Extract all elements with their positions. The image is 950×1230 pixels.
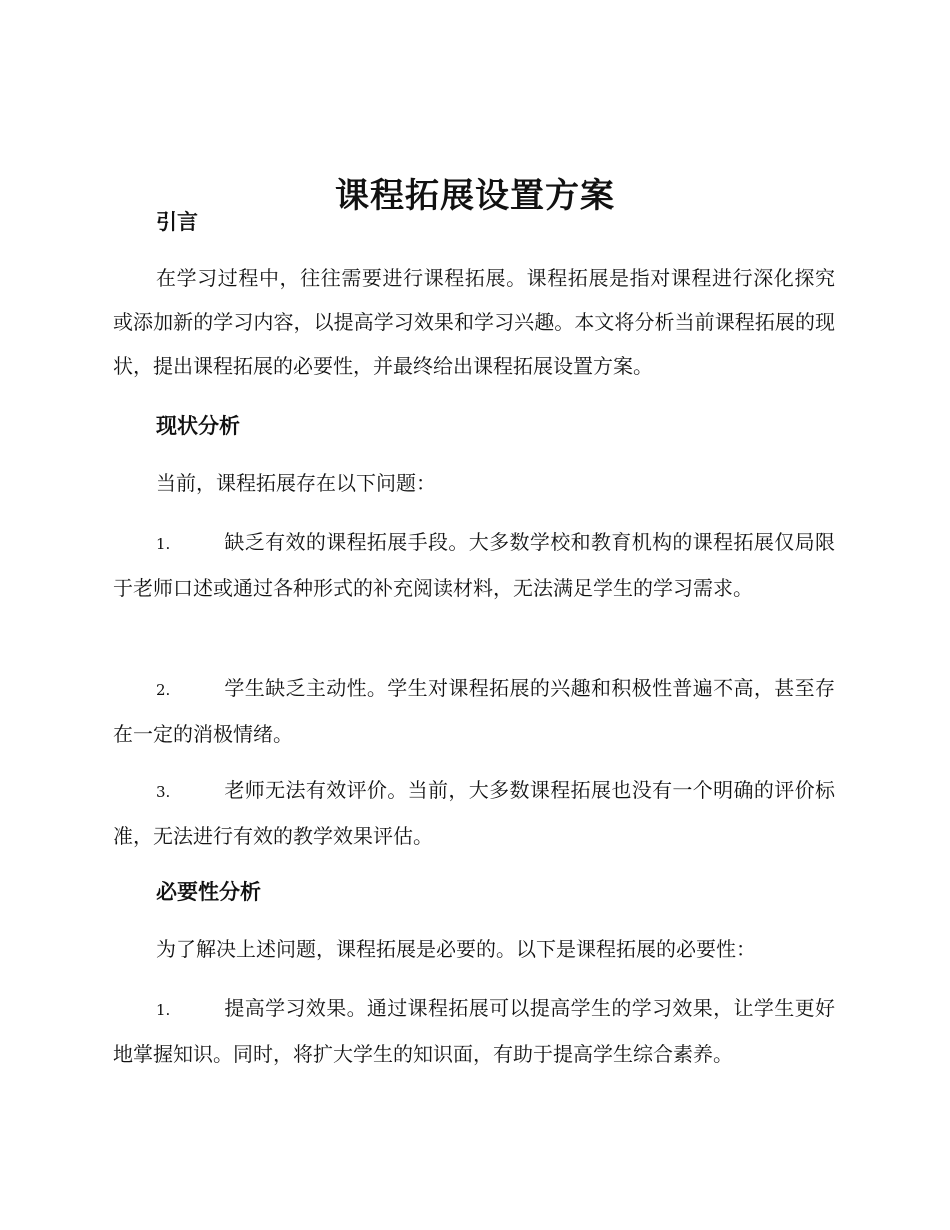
list-item-number: 3.	[156, 783, 171, 801]
list-item-text: 学生缺乏主动性。学生对课程拓展的兴趣和积极性普遍不高，甚至存在一定的消极情绪。	[113, 676, 835, 746]
list-item-number: 1.	[156, 535, 171, 553]
document-title: 课程拓展设置方案	[335, 175, 615, 216]
introduction-paragraph: 在学习过程中，往往需要进行课程拓展。课程拓展是指对课程进行深化探究或添加新的学习内容，以提高学习效果和学习兴趣。本文将分析当前课程拓展的现状，提出课程拓展的必要性，并最终给出课程拓展设置方案。	[113, 266, 835, 378]
list-item-number: 1.	[156, 1001, 171, 1019]
section-heading-current-status: 现状分析	[156, 414, 240, 438]
current-status-intro: 当前，课程拓展存在以下问题：	[156, 471, 436, 495]
list-item	[113, 666, 835, 756]
list-item-text: 老师无法有效评价。当前，大多数课程拓展也没有一个明确的评价标准，无法进行有效的教学效果评估。	[113, 778, 835, 848]
list-item-number: 2.	[156, 681, 171, 699]
necessity-intro: 为了解决上述问题，课程拓展是必要的。以下是课程拓展的必要性：	[156, 937, 756, 961]
section-heading-introduction: 引言	[156, 210, 198, 234]
list-item	[113, 986, 835, 1076]
list-item	[113, 768, 835, 858]
list-item-text: 缺乏有效的课程拓展手段。大多数学校和教育机构的课程拓展仅局限于老师口述或通过各种形式的补充阅读材料，无法满足学生的学习需求。	[113, 530, 835, 600]
section-heading-necessity: 必要性分析	[156, 880, 261, 904]
list-item-text: 提高学习效果。通过课程拓展可以提高学生的学习效果，让学生更好地掌握知识。同时，将扩大学生的知识面，有助于提高学生综合素养。	[113, 996, 835, 1066]
list-item	[113, 520, 835, 610]
